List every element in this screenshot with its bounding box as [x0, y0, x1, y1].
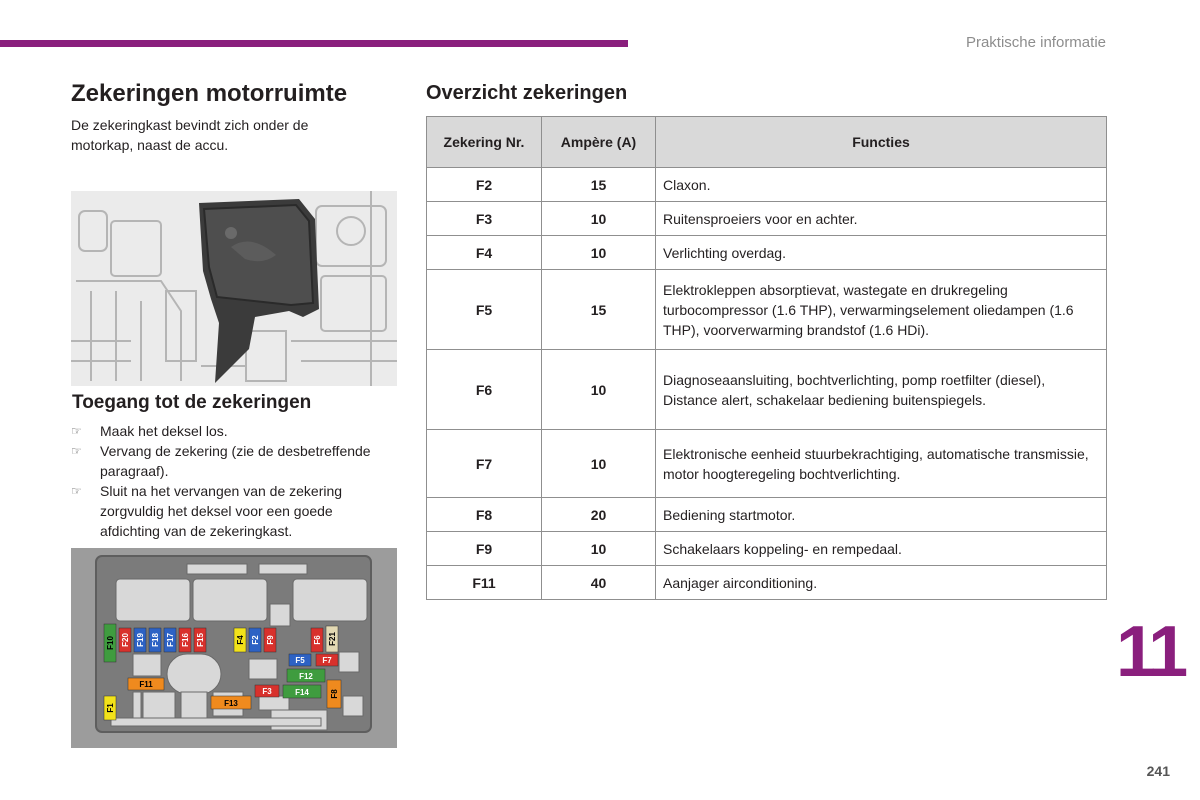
fuse-label-f1: F1	[106, 703, 115, 713]
fuse-function: Verlichting overdag.	[656, 236, 1107, 270]
fuse-ampere: 10	[542, 236, 656, 270]
fuse-slot-f13	[211, 696, 251, 709]
fuse-ampere: 10	[542, 430, 656, 498]
fuse-nr: F8	[427, 498, 542, 532]
fuse-nr: F4	[427, 236, 542, 270]
column-header-ampere: Ampère (A)	[542, 117, 656, 168]
table-row	[427, 350, 1107, 430]
fuse-ampere: 10	[542, 202, 656, 236]
fuse-label-f12: F12	[299, 672, 313, 681]
fuse-label-f6: F6	[313, 635, 322, 645]
step-text: Vervang de zekering (zie de desbetreffende paragraaf).	[100, 443, 371, 479]
fuse-label-f14: F14	[295, 688, 309, 697]
fuse-label-f3: F3	[262, 687, 272, 696]
fuse-slot-f15	[194, 628, 206, 652]
column-header-functions: Functies	[656, 117, 1107, 168]
fuse-ampere: 15	[542, 270, 656, 350]
table-row	[427, 236, 1107, 270]
fuse-nr: F6	[427, 350, 542, 430]
step-text: Maak het deksel los.	[100, 423, 228, 439]
fuse-nr: F11	[427, 566, 542, 600]
fuse-label-f8: F8	[330, 689, 339, 699]
fuse-slot-f7	[316, 654, 338, 666]
engine-bay-illustration	[71, 191, 397, 386]
fuse-label-f10: F10	[106, 636, 115, 650]
step-text: Sluit na het vervangen van de zekering zorgvuldig het deksel voor een goede afdichting van de zekeringkast.	[100, 483, 343, 539]
fuse-ampere: 10	[542, 350, 656, 430]
intro-text: De zekeringkast bevindt zich onder de motorkap, naast de accu.	[71, 117, 309, 153]
fuse-box-drawing	[71, 548, 397, 748]
table-row	[427, 270, 1107, 350]
pointing-hand-icon: ☞	[71, 484, 82, 498]
fuse-slot-f17	[164, 628, 176, 652]
fuse-function: Ruitensproeiers voor en achter.	[656, 202, 1107, 236]
fuse-label-f11: F11	[139, 680, 153, 689]
fuse-label-f18: F18	[151, 633, 160, 647]
fuse-label-f20: F20	[121, 633, 130, 647]
table-row	[427, 202, 1107, 236]
fuse-function: Bediening startmotor.	[656, 498, 1107, 532]
fuse-nr: F9	[427, 532, 542, 566]
fuse-function: Diagnoseaansluiting, bochtverlichting, pomp roetfilter (diesel), Distance alert, schakelaar bediening buitenspiegels.	[656, 350, 1107, 430]
fuse-function: Claxon.	[656, 168, 1107, 202]
fuse-ampere: 40	[542, 566, 656, 600]
fuse-ampere: 15	[542, 168, 656, 202]
fuse-box-diagram	[71, 548, 397, 748]
fuse-nr: F3	[427, 202, 542, 236]
pointing-hand-icon: ☞	[71, 444, 82, 458]
fuse-label-f2: F2	[251, 635, 260, 645]
fuse-label-f9: F9	[266, 635, 275, 645]
engine-bay-drawing	[71, 191, 397, 386]
fuse-table	[426, 116, 1107, 600]
fuse-label-f15: F15	[196, 633, 205, 647]
fuse-label-f4: F4	[236, 635, 245, 645]
fuse-slot-f9	[264, 628, 276, 652]
column-header-nr: Zekering Nr.	[427, 117, 542, 168]
fuse-slot-f14	[283, 685, 321, 698]
fuse-slot-f16	[179, 628, 191, 652]
fuse-function: Schakelaars koppeling- en rempedaal.	[656, 532, 1107, 566]
pointing-hand-icon: ☞	[71, 424, 82, 438]
fuse-nr: F5	[427, 270, 542, 350]
fuse-label-f19: F19	[136, 633, 145, 647]
table-row	[427, 498, 1107, 532]
fuse-slot-f19	[134, 628, 146, 652]
table-row	[427, 532, 1107, 566]
chapter-number: 11	[1116, 612, 1185, 692]
fuse-label-f21: F21	[328, 632, 337, 646]
fuse-slot-f11	[128, 678, 164, 690]
list-item	[71, 421, 381, 441]
fuse-slot-f12	[287, 669, 325, 682]
overview-title: Overzicht zekeringen	[426, 82, 628, 104]
fuse-label-f5: F5	[295, 656, 305, 665]
fuse-label-f16: F16	[181, 633, 190, 647]
access-title: Toegang tot de zekeringen	[72, 392, 312, 413]
section-title: Praktische informatie	[965, 34, 1106, 51]
table-row	[427, 430, 1107, 498]
fuse-slot-f2	[249, 628, 261, 652]
fuse-slot-f21	[326, 626, 338, 652]
list-item	[71, 441, 381, 481]
fuse-slot-f18	[149, 628, 161, 652]
fuse-function: Elektrokleppen absorptievat, wastegate en drukregeling turbocompressor (1.6 THP), verwarmingselement oliedampen (1.6 THP), voorverwarming brandstof (1.6 HDi).	[656, 270, 1107, 350]
table-row	[427, 566, 1107, 600]
fuse-slot-f5	[289, 654, 311, 666]
page-title: Zekeringen motorruimte	[71, 80, 348, 107]
fuse-slot-f1	[104, 696, 116, 720]
access-steps	[71, 421, 381, 541]
fuse-function: Aanjager airconditioning.	[656, 566, 1107, 600]
page-number: 241	[1146, 763, 1170, 779]
fuse-function: Elektronische eenheid stuurbekrachtiging, automatische transmissie, motor hoogteregeling bochtverlichting.	[656, 430, 1107, 498]
fuse-slot-f4	[234, 628, 246, 652]
fuse-slot-f20	[119, 628, 131, 652]
fuse-slot-f6	[311, 628, 323, 652]
table-row	[427, 168, 1107, 202]
fuse-label-f7: F7	[322, 656, 332, 665]
fuse-slot-f8	[327, 680, 341, 708]
fuse-nr: F2	[427, 168, 542, 202]
fuse-label-f13: F13	[224, 699, 238, 708]
fuse-ampere: 10	[542, 532, 656, 566]
table-header-row	[427, 117, 1107, 168]
fuse-nr: F7	[427, 430, 542, 498]
fuse-slot-f3	[255, 685, 279, 697]
fuse-label-f17: F17	[166, 633, 175, 647]
fuse-ampere: 20	[542, 498, 656, 532]
list-item	[71, 481, 381, 541]
fuse-slot-f10	[104, 624, 116, 662]
header-accent-bar	[0, 40, 628, 47]
